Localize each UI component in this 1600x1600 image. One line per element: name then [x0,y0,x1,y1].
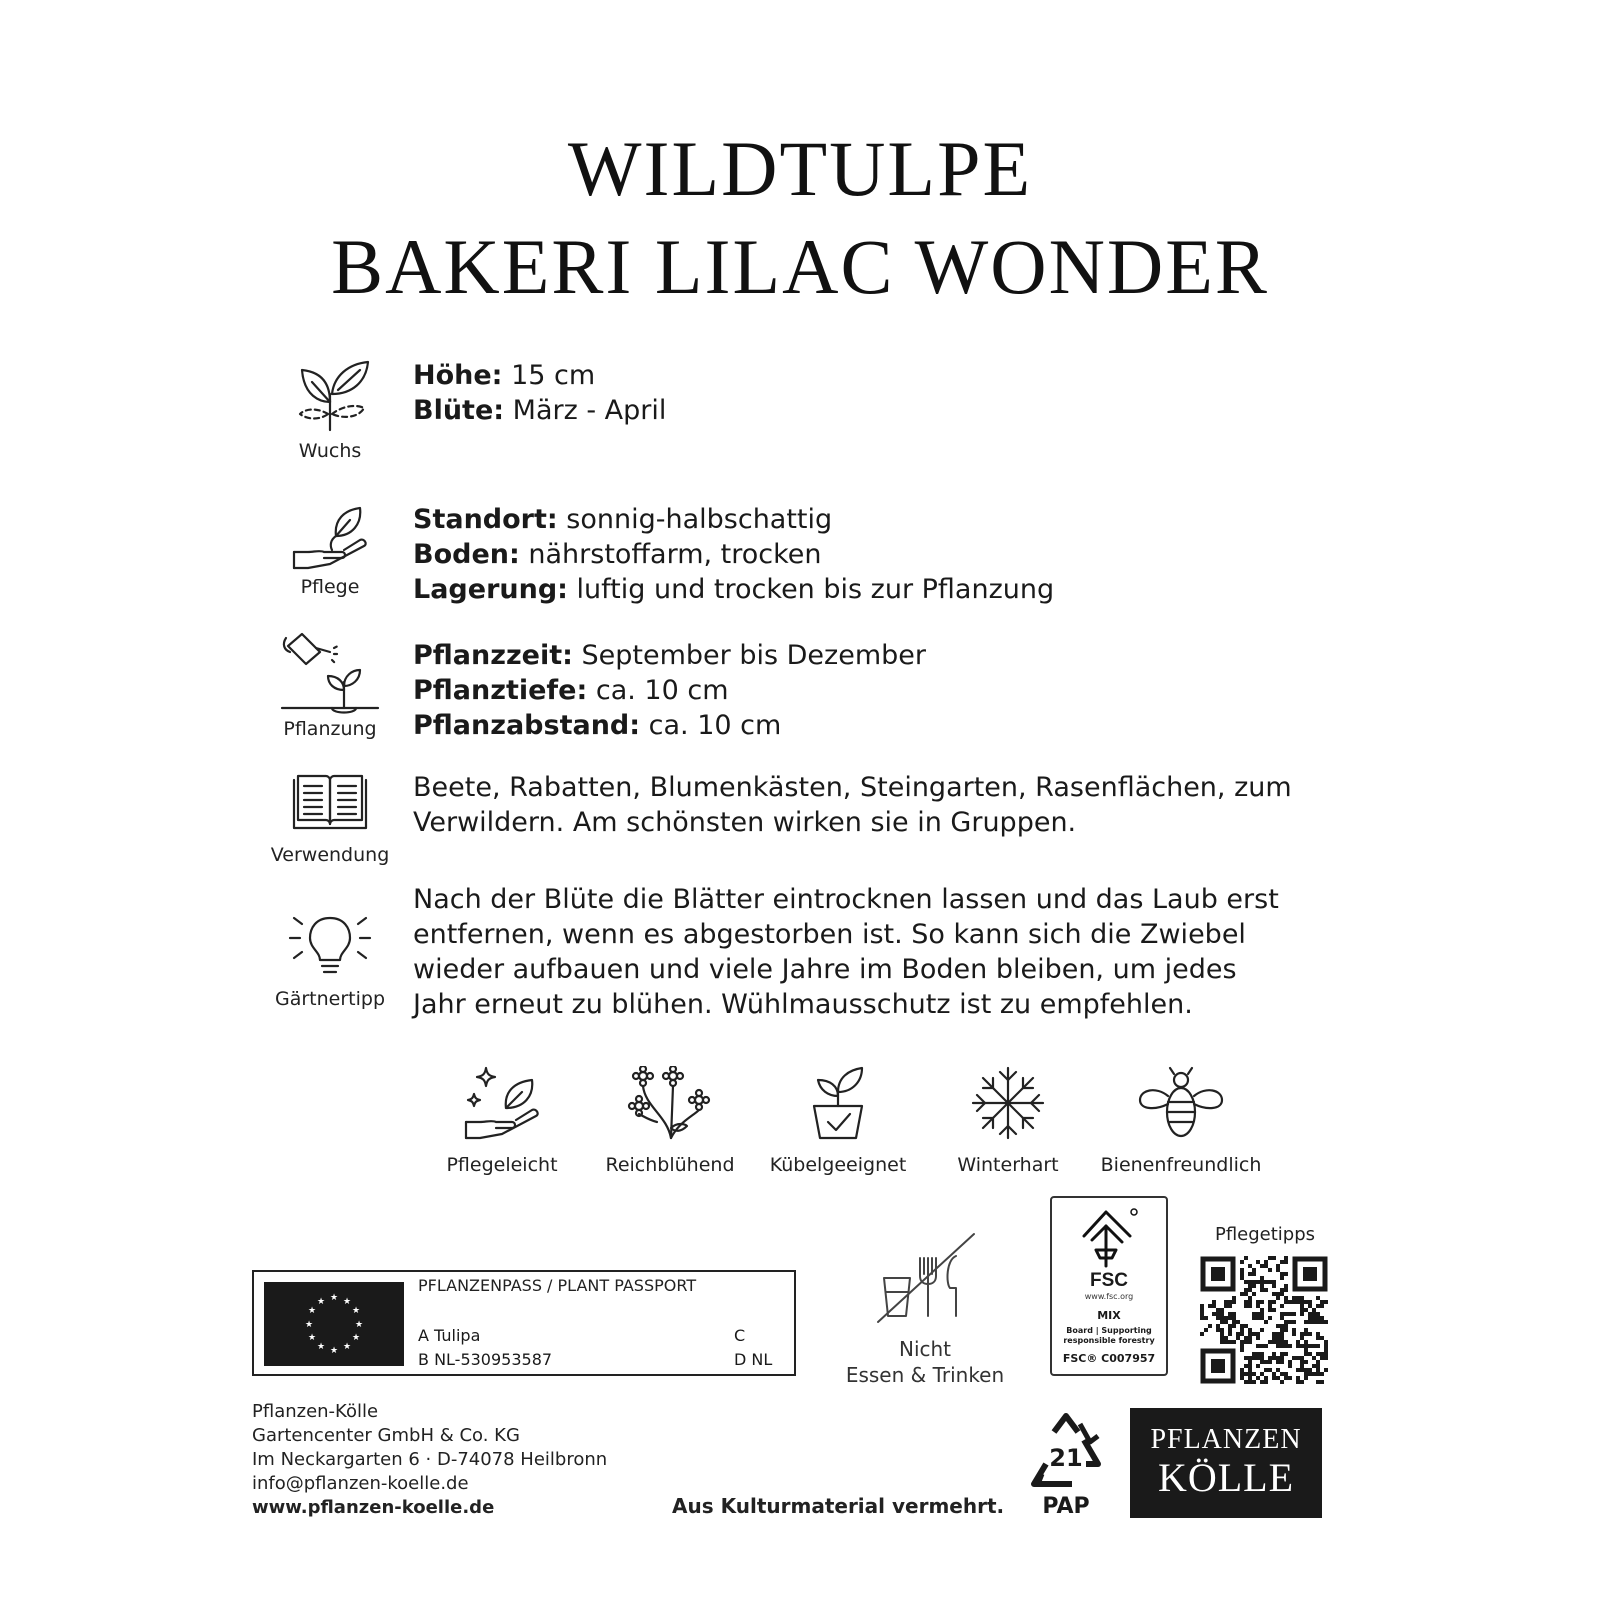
feature-label: Reichblühend [605,1154,735,1176]
eu-flag-icon [264,1282,404,1366]
feature-label: Winterhart [957,1154,1059,1176]
fsc-desc-2: responsible forestry [1063,1336,1155,1345]
info-line: Boden: nährstoffarm, trocken [413,539,822,570]
brand-line-1: PFLANZEN [1150,1424,1302,1455]
fsc-name: FSC [1090,1270,1128,1291]
feature-winterhart [918,1066,1098,1176]
title-line-1: WILDTULPE [567,125,1033,212]
product-title [0,120,1600,316]
hand-leaf-icon [290,506,370,570]
info-line: Pflanzabstand: ca. 10 cm [413,710,782,741]
passport-c: C [734,1326,746,1345]
info-line: Pflanztiefe: ca. 10 cm [413,675,729,706]
passport-a: A Tulipa [418,1326,481,1345]
feature-bienenfreundlich [1086,1066,1276,1176]
qr-code-icon[interactable] [1200,1256,1328,1388]
info-line: Blüte: März - April [413,395,667,426]
svg-text:★: ★ [342,1297,352,1307]
open-book-icon [292,774,368,832]
recycling-mark [1018,1412,1114,1519]
passport-title: PFLANZENPASS / PLANT PASSPORT [418,1276,697,1295]
potted-plant-icon [808,1066,868,1140]
brand-line-2: KÖLLE [1157,1455,1295,1500]
svg-text:★: ★ [342,1342,352,1352]
passport-d: D NL [734,1350,773,1369]
svg-text:★: ★ [351,1306,361,1316]
not-food-line-2: Essen & Trinken [845,1363,1005,1387]
plant-growth-icon [290,358,370,434]
feature-label: Kübelgeeignet [769,1154,907,1176]
plant-passport [252,1270,796,1376]
icon-label-pflege: Pflege [300,576,360,598]
qr-label: Pflegetipps [1214,1224,1316,1245]
title-line-2: BAKERI LILAC WONDER [331,223,1269,310]
flowers-icon [627,1066,713,1140]
company-address [252,1400,607,1520]
info-line: Standort: sonnig-halbschattig [413,504,833,535]
culture-note: Aus Kulturmaterial vermehrt. [672,1494,1005,1518]
icon-label-gaertnertipp: Gärtnertipp [274,988,386,1010]
passport-b: B NL-530953587 [418,1350,553,1369]
svg-text:★: ★ [329,1346,339,1356]
svg-text:★: ★ [307,1306,317,1316]
fsc-tree-logo-icon [1074,1206,1144,1270]
fsc-url: www.fsc.org [1084,1292,1134,1301]
feature-label: Pflegeleicht [446,1154,558,1176]
snowflake-icon [971,1066,1045,1140]
verwendung-text: Beete, Rabatten, Blumenkästen, Steingarten, Rasenflächen, zum Verwildern. Am schönsten wirken sie in Gruppen. [413,772,1292,838]
address-line: Pflanzen-Kölle [252,1401,379,1422]
svg-text:★: ★ [307,1333,317,1343]
icon-label-wuchs: Wuchs [298,440,362,462]
not-food-line-1: Nicht [898,1337,952,1361]
recycle-code: PAP [1042,1494,1090,1519]
address-line: Im Neckargarten 6 · D-74078 Heilbronn [252,1449,608,1470]
website-link[interactable]: www.pflanzen-koelle.de [252,1497,495,1518]
address-line: Gartencenter GmbH & Co. KG [252,1425,520,1446]
icon-label-pflanzung: Pflanzung [283,718,377,740]
fsc-mix: MIX [1097,1309,1121,1322]
svg-text:★: ★ [354,1320,364,1330]
watering-can-icon [280,632,380,716]
svg-text:★: ★ [316,1297,326,1307]
info-line: Pflanzzeit: September bis Dezember [413,640,926,671]
feature-reichbluehend [580,1066,760,1176]
feature-label: Bienenfreundlich [1100,1154,1262,1176]
recycle-number: 21 [1049,1444,1083,1472]
icon-label-verwendung: Verwendung [270,844,390,866]
svg-text:★: ★ [316,1342,326,1352]
brand-logo [1130,1408,1322,1518]
fsc-label [1050,1196,1168,1376]
info-line: Höhe: 15 cm [413,360,596,391]
bee-icon [1138,1066,1224,1140]
fsc-desc-1: Board | Supporting [1066,1326,1152,1335]
fsc-code: FSC® C007957 [1062,1352,1156,1365]
recycling-arrows-icon [1018,1412,1114,1492]
svg-text:★: ★ [351,1333,361,1343]
svg-text:★: ★ [329,1293,339,1303]
email-link[interactable]: info@pflanzen-koelle.de [252,1473,469,1494]
info-line: Lagerung: luftig und trocken bis zur Pflanzung [413,574,1055,605]
light-bulb-icon [288,912,372,978]
no-food-drink-icon [870,1230,980,1326]
gaertnertipp-text: Nach der Blüte die Blätter eintrocknen lassen und das Laub erst entfernen, wenn es abgestorben ist. So kann sich die Zwiebel wieder aufbauen und viele Jahre im Boden bleiben, um jedes Jahr erneut zu blühen. Wühlmausschutz ist zu empfehlen. [413,884,1279,1020]
svg-text:★: ★ [304,1320,314,1330]
sparkle-hand-leaf-icon [462,1066,542,1140]
not-food-notice [840,1230,1010,1388]
feature-kuebelgeeignet [748,1066,928,1176]
feature-pflegeleicht [412,1066,592,1176]
